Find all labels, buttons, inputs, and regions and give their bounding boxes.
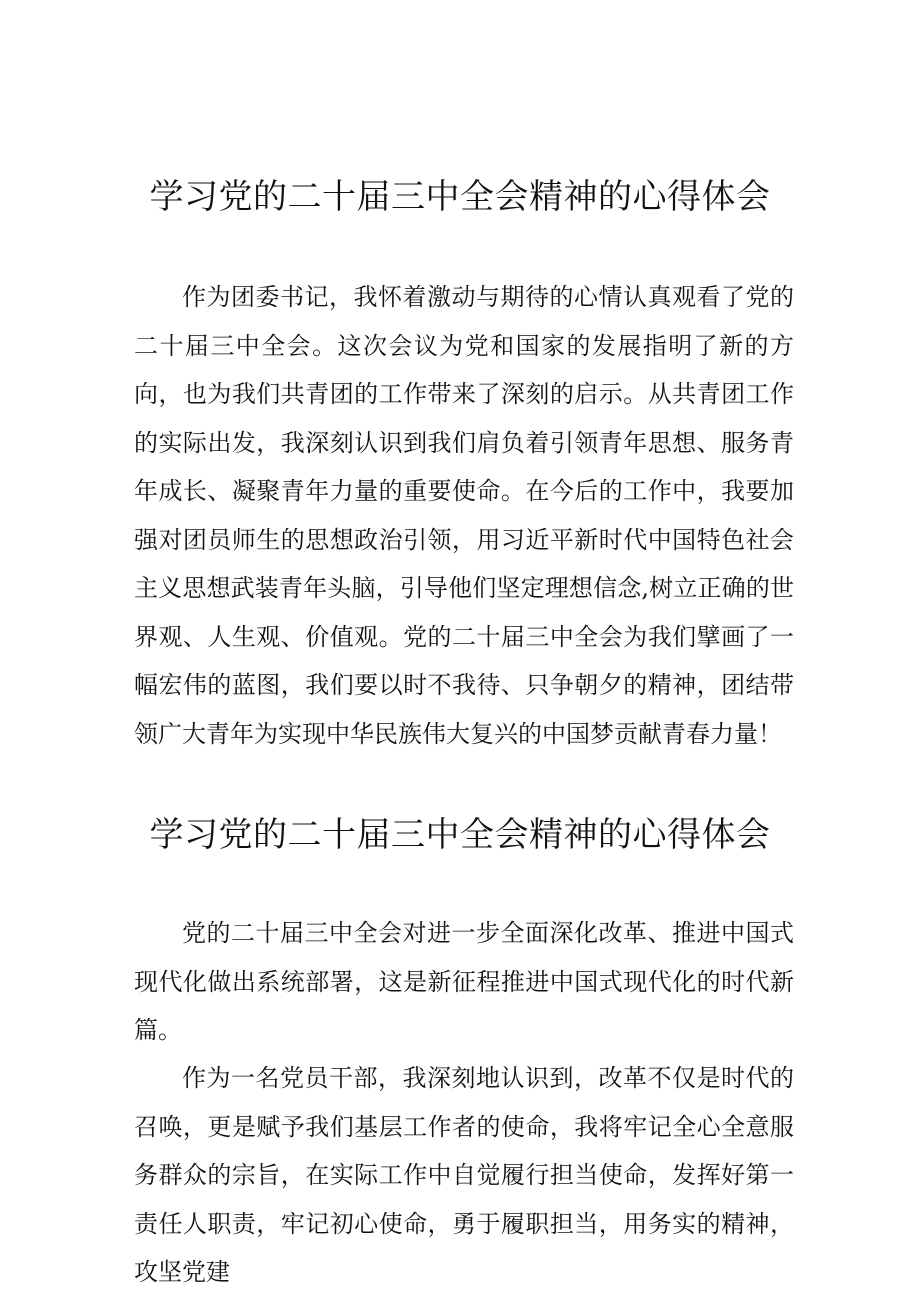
section-2-title: 学习党的二十届三中全会精神的心得体会	[149, 815, 771, 855]
section-2-paragraph-2: 作为一名党员干部，我深刻地认识到，改革不仅是时代的召唤，更是赋予我们基层工作者的使命，我将牢记全心全意服务群众的宗旨，在实际工作中自觉履行担当使命，发挥好第一责任人职责，牢记初心使命，勇于履职担当，用务实的精神，攻坚党建	[134, 1064, 794, 1286]
section-1-title: 学习党的二十届三中全会精神的心得体会	[149, 177, 771, 217]
section-1-paragraph-1: 作为团委书记，我怀着激动与期待的心情认真观看了党的二十届三中全会。这次会议为党和国家的发展指明了新的方向，也为我们共青团的工作带来了深刻的启示。从共青团工作的实际出发，我深刻认识到我们肩负着引领青年思想、服务青年成长、凝聚青年力量的重要使命。在今后的工作中，我要加强对团员师生的思想政治引领，用习近平新时代中国特色社会主义思想武装青年头脑，引导他们坚定理想信念,树立正确的世界观、人生观、价值观。党的二十届三中全会为我们擘画了一幅宏伟的蓝图，我们要以时不我待、只争朝夕的精神，团结带领广大青年为实现中华民族伟大复兴的中国梦贡献青春力量！	[134, 283, 794, 748]
section-2-paragraph-1: 党的二十届三中全会对进一步全面深化改革、推进中国式现代化做出系统部署，这是新征程推进中国式现代化的时代新篇。	[134, 919, 794, 1044]
